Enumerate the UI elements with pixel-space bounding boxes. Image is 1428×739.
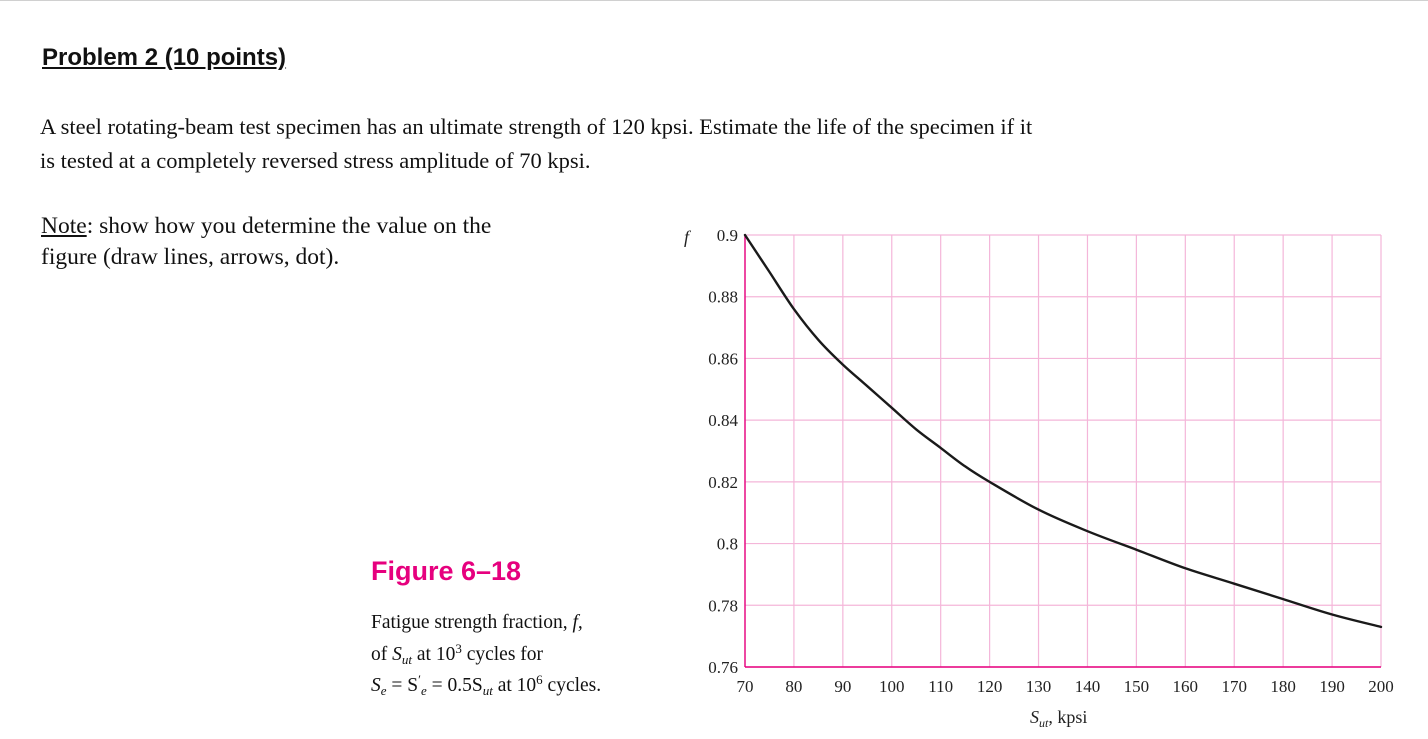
caption-eq-sub-e: e bbox=[380, 683, 387, 698]
chart-series bbox=[745, 235, 1381, 627]
x-tick-label-70: 70 bbox=[736, 677, 754, 696]
x-tick-label-80: 80 bbox=[785, 677, 803, 696]
x-tick-label-150: 150 bbox=[1123, 677, 1150, 696]
x-axis-label-unit: , kpsi bbox=[1048, 707, 1088, 727]
problem-title: Problem 2 (10 points) bbox=[42, 44, 287, 71]
figure-title: Figure 6–18 bbox=[371, 556, 522, 586]
x-tick-label-140: 140 bbox=[1074, 677, 1101, 696]
caption-ut-sub: ut bbox=[401, 651, 412, 667]
x-tick-label-200: 200 bbox=[1368, 677, 1394, 696]
x-tick-label-170: 170 bbox=[1221, 677, 1247, 696]
y-tick-label-0: 0.76 bbox=[708, 658, 738, 677]
x-axis-label-sub: ut bbox=[1039, 716, 1049, 730]
caption-of: of bbox=[371, 643, 393, 665]
x-tick-labels bbox=[737, 677, 1394, 696]
x-tick-label-130: 130 bbox=[1025, 677, 1052, 696]
caption-eq-mid: = S bbox=[386, 675, 419, 696]
caption-exp6: 6 bbox=[536, 672, 543, 687]
note-text: : show how you determine the value on the figure (draw lines, arrows, dot). bbox=[41, 213, 492, 270]
y-tick-label-2: 0.8 bbox=[716, 534, 738, 554]
x-tick-label-190: 190 bbox=[1319, 677, 1345, 696]
caption-f: f, bbox=[572, 612, 583, 633]
note-label: Note bbox=[41, 213, 87, 239]
chart-grid bbox=[745, 235, 1381, 667]
chart-axes bbox=[745, 235, 1381, 667]
x-axis-label bbox=[1030, 707, 1087, 730]
caption-line-2: of $S_{ut}$ at $10^3$ cycles for bbox=[371, 640, 544, 667]
y-tick-label-5: 0.86 bbox=[708, 349, 738, 369]
caption-exp3: 3 bbox=[455, 640, 462, 656]
caption-ut-sub2: ut bbox=[482, 683, 493, 698]
x-tick-label-160: 160 bbox=[1172, 677, 1199, 696]
y-axis-label: f bbox=[684, 227, 690, 247]
x-tick-label-120: 120 bbox=[976, 677, 1003, 696]
caption-eq-s: S bbox=[371, 675, 381, 696]
y-tick-label-7: 0.9 bbox=[716, 226, 738, 245]
caption-at2: at 10 bbox=[492, 675, 537, 696]
x-tick-label-180: 180 bbox=[1270, 677, 1296, 696]
caption-at: at 10 bbox=[412, 643, 456, 665]
caption-end: cycles. bbox=[542, 675, 602, 696]
series-line-0 bbox=[745, 235, 1381, 627]
y-tick-label-6: 0.88 bbox=[708, 287, 738, 307]
caption-eq-rhs: = 0.5S bbox=[426, 675, 483, 696]
caption-eq-prime: ′ bbox=[418, 672, 421, 687]
caption-cycles-for: cycles for bbox=[461, 643, 544, 665]
x-axis-label-main: S bbox=[1030, 707, 1039, 727]
x-tick-label-110: 110 bbox=[928, 677, 954, 696]
y-tick-labels bbox=[708, 226, 738, 677]
y-tick-label-3: 0.82 bbox=[708, 472, 738, 492]
y-tick-label-1: 0.78 bbox=[708, 596, 738, 616]
x-tick-label-90: 90 bbox=[834, 677, 852, 696]
caption-eq-sub-e2: e bbox=[420, 683, 427, 698]
y-tick-label-4: 0.84 bbox=[708, 411, 738, 431]
problem-statement: A steel rotating-beam test specimen has an ultimate strength of 120 kpsi. Estimate the life of the specimen if it is tested at a completely reversed stress amplitude of 70 kpsi. bbox=[40, 114, 1033, 173]
caption-text-1: Fatigue strength fraction, bbox=[371, 612, 573, 633]
x-tick-label-100: 100 bbox=[879, 677, 905, 696]
